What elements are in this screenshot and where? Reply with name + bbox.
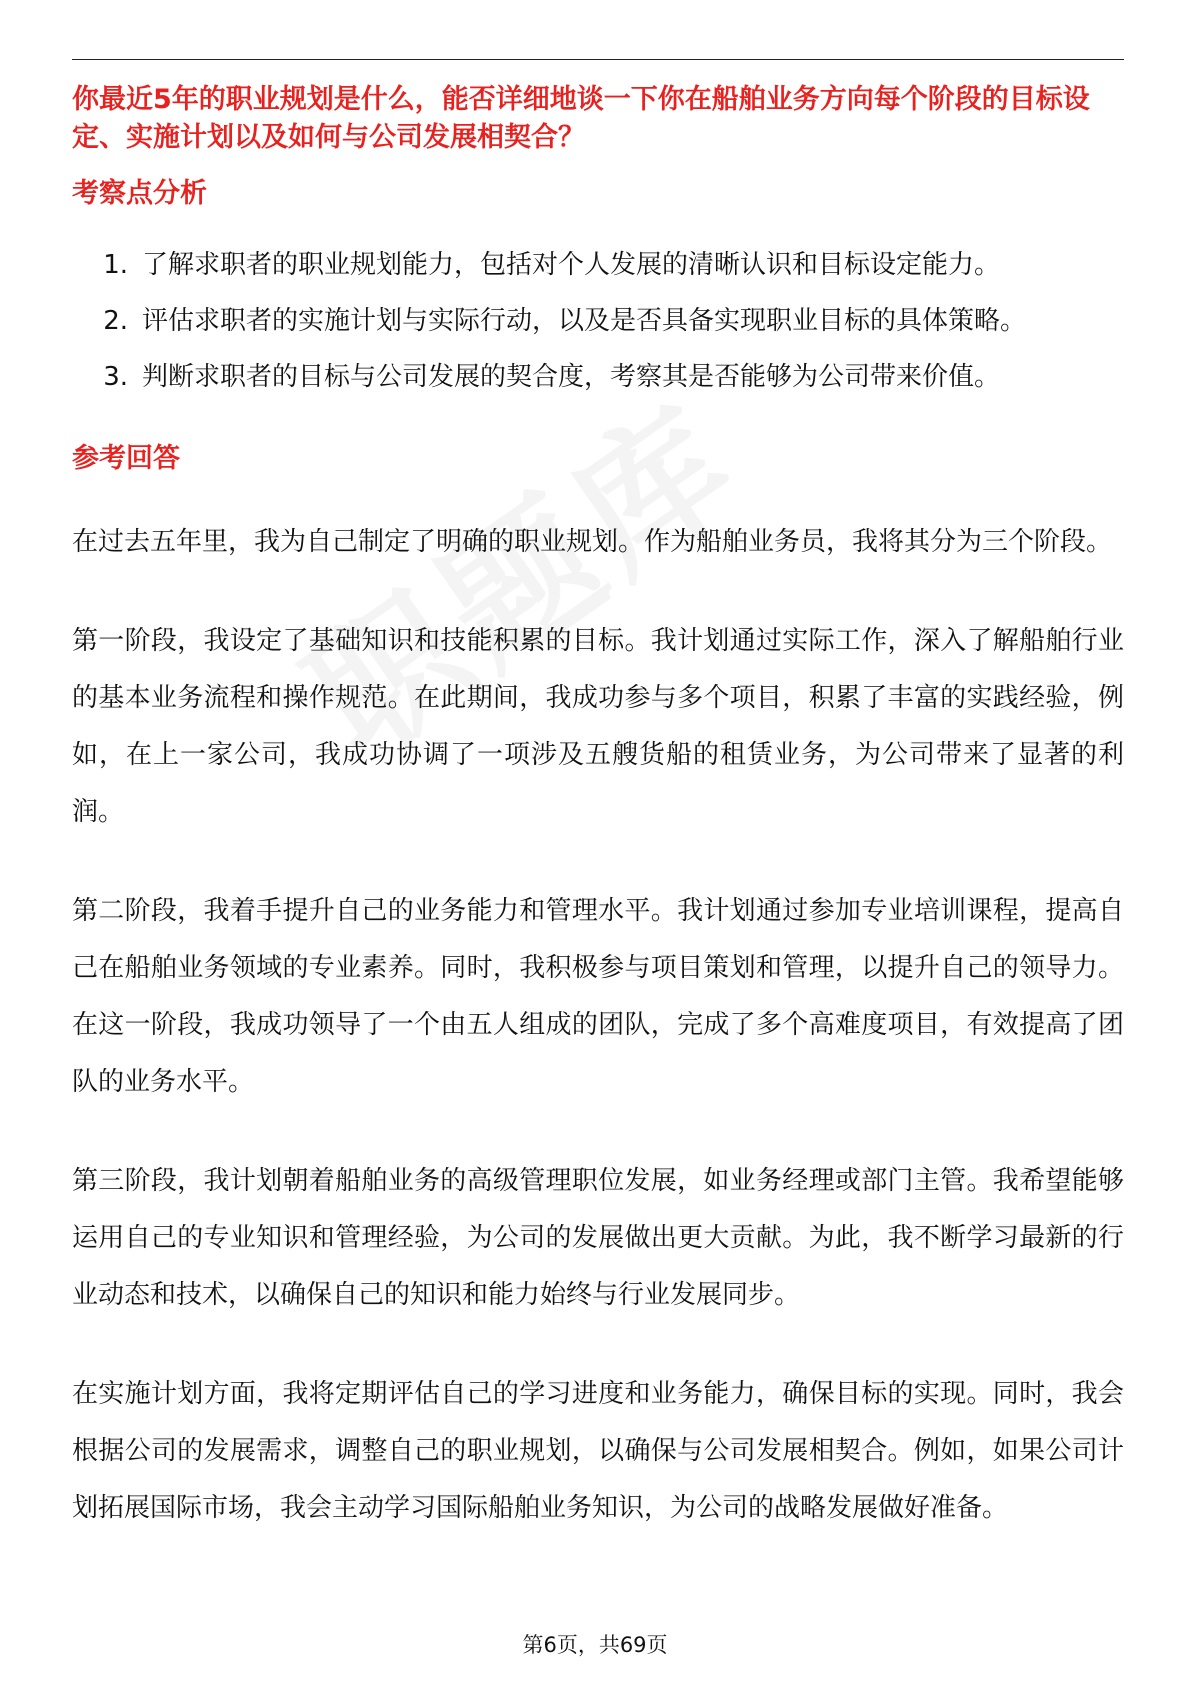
- list-item: [72, 359, 1124, 415]
- top-divider: [72, 59, 1124, 60]
- list-item-text: 判断求职者的目标与公司发展的契合度，考察其是否能够为公司带来价值。: [142, 362, 1001, 392]
- list-item-number: 2.: [103, 306, 128, 336]
- analysis-list: [72, 247, 1124, 415]
- list-item-text: 了解求职者的职业规划能力，包括对个人发展的清晰认识和目标设定能力。: [142, 250, 1001, 280]
- analysis-heading: 考察点分析: [72, 178, 207, 209]
- list-item: [72, 247, 1124, 303]
- answer-paragraph: 在实施计划方面，我将定期评估自己的学习进度和业务能力，确保目标的实现。同时，我会根据公司的发展需求，调整自己的职业规划，以确保与公司发展相契合。例如，如果公司计划拓展国际市场，我会主动学习国际船舶业务知识，为公司的战略发展做好准备。: [72, 1379, 1124, 1523]
- list-item-number: 1.: [103, 250, 128, 280]
- answer-paragraph: 第一阶段，我设定了基础知识和技能积累的目标。我计划通过实际工作，深入了解船舶行业的基本业务流程和操作规范。在此期间，我成功参与多个项目，积累了丰富的实践经验，例如，在上一家公司，我成功协调了一项涉及五艘货船的租赁业务，为公司带来了显著的利润。: [72, 626, 1124, 827]
- answer-paragraph: 在过去五年里，我为自己制定了明确的职业规划。作为船舶业务员，我将其分为三个阶段。: [72, 527, 1113, 557]
- answer-paragraph: 第二阶段，我着手提升自己的业务能力和管理水平。我计划通过参加专业培训课程，提高自己在船舶业务领域的专业素养。同时，我积极参与项目策划和管理，以提升自己的领导力。在这一阶段，我成功领导了一个由五人组成的团队，完成了多个高难度项目，有效提高了团队的业务水平。: [72, 896, 1124, 1097]
- list-item: [72, 303, 1124, 359]
- list-item-text: 评估求职者的实施计划与实际行动，以及是否具备实现职业目标的具体策略。: [142, 306, 1027, 336]
- document-page: [72, 0, 1124, 1684]
- page-number: 第6页，共69页: [522, 1633, 668, 1657]
- answer-body: [72, 514, 1124, 1579]
- answer-paragraph: 第三阶段，我计划朝着船舶业务的高级管理职位发展，如业务经理或部门主管。我希望能够运用自己的专业知识和管理经验，为公司的发展做出更大贡献。为此，我不断学习最新的行业动态和技术，以确保自己的知识和能力始终与行业发展同步。: [72, 1166, 1124, 1310]
- list-item-number: 3.: [103, 362, 128, 392]
- question-title: 你最近5年的职业规划是什么，能否详细地谈一下你在船舶业务方向每个阶段的目标设定、实施计划以及如何与公司发展相契合？: [72, 84, 1090, 153]
- answer-heading: 参考回答: [72, 443, 180, 474]
